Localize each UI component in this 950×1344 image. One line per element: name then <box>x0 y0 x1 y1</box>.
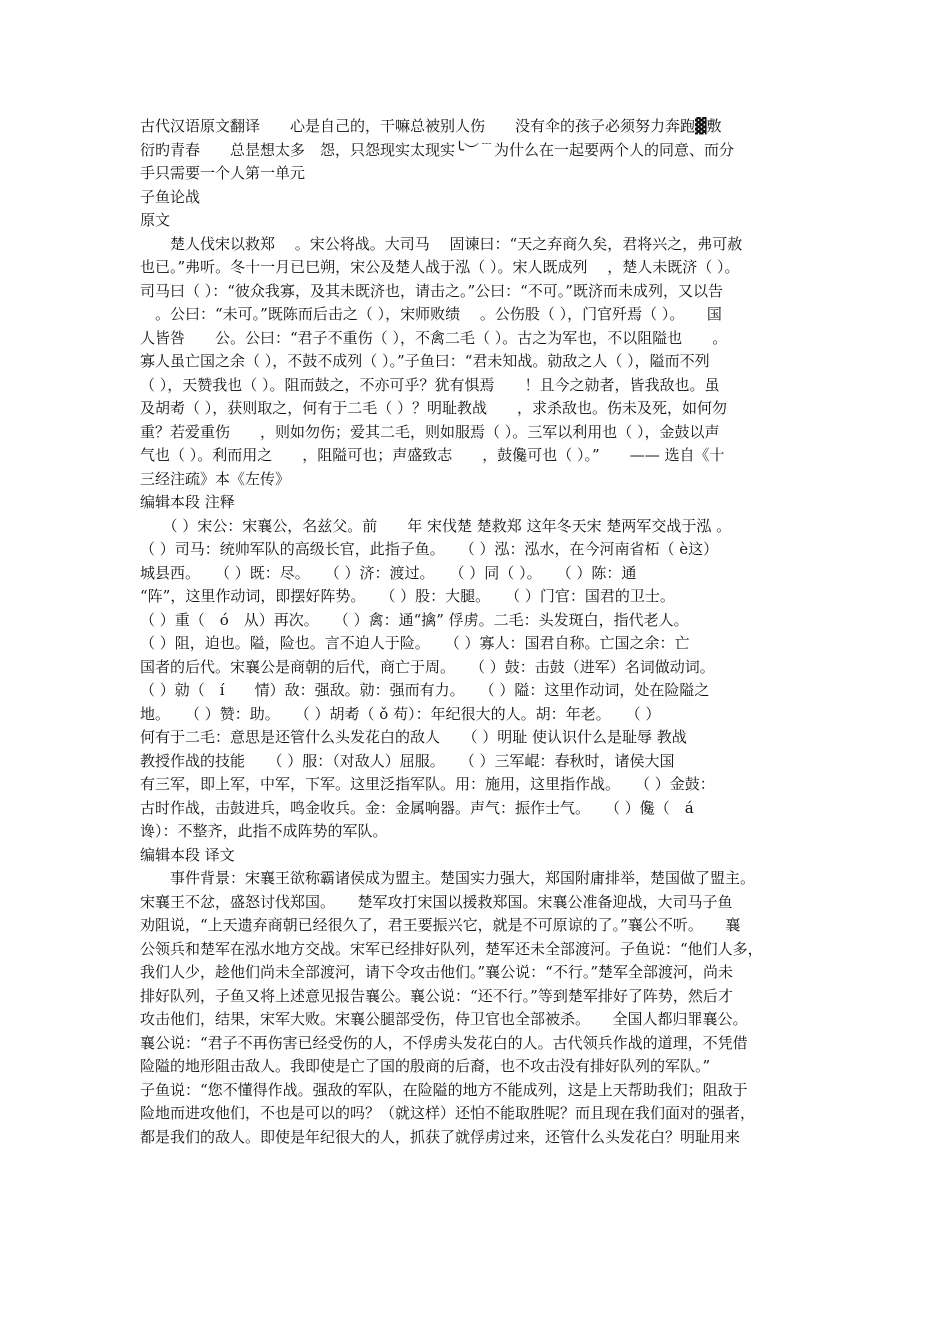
notes-line: 地。 （ ）赞：助。 （ ）胡耇（ ǒ 苟）：年纪很大的人。胡：年老。 （ ） <box>140 704 661 723</box>
notes-line: 有三军，即上军，中军，下军。这里泛指军队。用：施用，这里指作战。 （ ）金鼓： <box>140 775 715 793</box>
translation-line: 险隘的地形阻击敌人。我即使是亡了国的殷商的后裔，也不攻击没有排好队列的军队。” <box>140 1057 711 1075</box>
original-line: 司马曰（ ）：“彼众我寡，及其未既济也，请击之。”公曰：“不可。”既济而未成列，又以告 <box>140 281 723 300</box>
notes-line: （ ）宋公：宋襄公，名兹父。前 年 宋伐楚 楚救郑 这年冬天宋 楚两军交战于泓 。 <box>140 516 732 535</box>
original-line: 寡人虽亡国之余（ ），不鼓不成列（ ）。”子鱼曰：“君未知战。勍敌之人（ ），隘而不列 <box>140 352 710 370</box>
translation-line: 都是我们的敌人。即使是年纪很大的人，抓获了就俘虏过来，还管什么头发花白？明耻用来 <box>140 1127 741 1146</box>
document-page <box>140 115 815 1149</box>
header-line: 衍旳青春 总昰想太多 怨，只怨现实太现实╰︶﹉为什么在一起要两个人的同意、而分 <box>140 140 735 159</box>
translation-line: 排好队列，子鱼又将上述意见报告襄公。襄公说：“还不行。”等到楚军排好了阵势，然后才 <box>140 986 733 1005</box>
notes-line: （ ）重（ ó 从）再次。 （ ）禽：通“擒” 俘虏。二毛：头发斑白，指代老人。 <box>140 610 689 629</box>
original-line: 重？若爱重伤 ，则如勿伤；爱其二毛，则如服焉（ ）。三军以利用也（ ），金鼓以声 <box>140 422 720 441</box>
notes-line: 何有于二毛：意思是还管什么头发花白的敌人 （ ）明耻 使认识什么是耻辱 教战 <box>140 728 687 746</box>
lesson-title: 子鱼论战 <box>140 187 201 206</box>
translation-line: 宋襄王不忿，盛怒讨伐郑国。 楚军攻打宋国以援救郑国。宋襄公准备迎战，大司马子鱼 <box>140 892 733 911</box>
original-text <box>140 233 815 492</box>
translation-line: 事件背景：宋襄王欲称霸诸侯成为盟主。楚国实力强大，郑国附庸排举，楚国做了盟主。 <box>140 869 756 887</box>
section-heading-notes: 编辑本段 注释 <box>140 493 235 511</box>
original-line: 楚人伐宋以救郑 。宋公将战。大司马 固谏曰：“天之弃商久矣，君将兴之，弗可赦 <box>140 234 743 253</box>
notes-line: （ ）司马：统帅军队的高级长官，此指子鱼。 （ ）泓：泓水，在今河南省柘（ è这） <box>140 540 719 558</box>
notes-line: 谗）：不整齐，此指不成阵势的军队。 <box>140 822 388 840</box>
header-block <box>140 115 815 186</box>
section-heading-original: 原文 <box>140 211 171 229</box>
notes-line: （ ）勍（ í 情）敌：强敌。勍：强而有力。 （ ）隘：这里作动词，处在险隘之 <box>140 681 710 699</box>
original-line: 也已。”弗听。冬十一月已巳朔，宋公及楚人战于泓（ ）。宋人既成列 ，楚人未既济（ ）。 <box>140 258 740 276</box>
translation-text <box>140 867 815 1149</box>
notes-line: （ ）阻，迫也。隘，险也。言不迫人于险。 （ ）寡人：国君自称。亡国之余：亡 <box>140 634 690 652</box>
original-line: 三经注疏》本《左传》 <box>140 469 291 488</box>
notes-line: 教授作战的技能 （ ）服：（对敌人）屈服。 （ ）三军崐：春秋时，诸侯大国 <box>140 751 675 770</box>
translation-line: 劝阻说，“上天遗弃商朝已经很久了，君王要振兴它，就是不可原谅的了。”襄公不听。 襄 <box>140 916 741 934</box>
translation-line: 攻击他们，结果，宋军大败。宋襄公腿部受伤，侍卫官也全部被杀。 全国人都归罪襄公。 <box>140 1010 748 1028</box>
header-line: 古代汉语原文翻译 心是自己的，干嘛总被别人伤 没有伞的孩子必须努力奔跑▓敷 <box>140 117 722 135</box>
translation-line: 襄公说：“君子不再伤害已经受伤的人，不俘虏头发花白的人。古代领兵作战的道理，不凭借 <box>140 1033 748 1052</box>
translation-line: 子鱼说：“您不懂得作战。强敌的军队，在险隘的地方不能成列，这是上天帮助我们；阻敌于 <box>140 1080 748 1099</box>
notes-line: 古时作战，击鼓进兵，鸣金收兵。金：金属响器。声气：振作士气。 （ ）儳（ á <box>140 798 694 817</box>
section-heading-translation: 编辑本段 译文 <box>140 845 235 864</box>
original-line: 气也（ ）。利而用之 ，阻隘可也；声盛致志 ，鼓儳可也（ ）。” —— 选自《十 <box>140 446 725 464</box>
original-line: （ ），天赞我也（ ）。阻而鼓之，不亦可乎？犹有惧焉 ！且今之勍者，皆我敌也。虽 <box>140 375 720 394</box>
translation-line: 险地而进攻他们，不也是可以的吗？（就这样）还怕不能取胜呢？而且现在我们面对的强者， <box>140 1104 756 1122</box>
notes-line: 城县西。 （ ）既：尽。 （ ）济：渡过。 （ ）同（ ）。 （ ）陈：通 <box>140 563 637 582</box>
notes-line: 国者的后代。宋襄公是商朝的后代，商亡于周。 （ ）鼓：击鼓（进军）名词做动词。 <box>140 657 715 676</box>
original-line: 及胡耇（ ），获则取之，何有于二毛（ ）？明耻教战 ，求杀敌也。伤未及死，如何勿 <box>140 399 728 417</box>
notes-line: “阵”，这里作动词，即摆好阵势。 （ ）股：大腿。 （ ）门官：国君的卫士。 <box>140 587 675 605</box>
translation-line: 公领兵和楚军在泓水地方交战。宋军已经排好队列，楚军还未全部渡河。子鱼说：“他们人多， <box>140 939 763 958</box>
original-line: 人皆咎 公。公曰：“君子不重伤（ ），不禽二毛（ ）。古之为军也，不以阻隘也 。 <box>140 328 728 347</box>
original-line: 。公曰：“未可。”既陈而后击之（ ），宋师败绩 。公伤股（ ），门官歼焉（ ）。 国 <box>140 305 722 323</box>
notes-text <box>140 515 815 844</box>
header-line: 手只需要一个人第一单元 <box>140 164 306 182</box>
translation-line: 我们人少，趁他们尚未全部渡河，请下令攻击他们。”襄公说：“不行。”楚军全部渡河，尚未 <box>140 963 734 981</box>
